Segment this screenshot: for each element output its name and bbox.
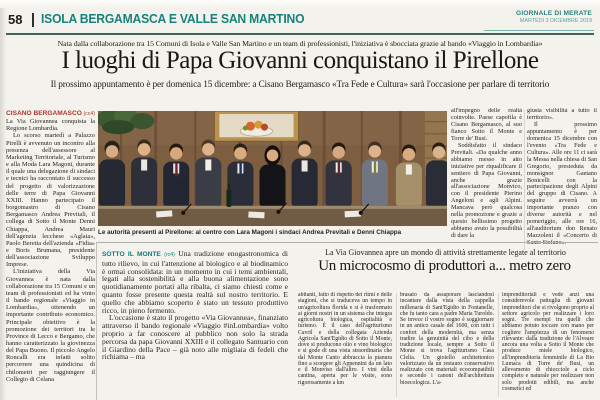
lead-column-2: [451, 108, 522, 255]
dateline-sotto-il-monte: SOTTO IL MONTE: [102, 251, 161, 258]
second-intro-column: [102, 250, 288, 399]
header-divider: [32, 13, 34, 27]
lead-paragraph: L'iniziativa della Via Giovannea è nata dalla collaborazione tra 15 Comuni e un team di professionisti ed ha vinto il bando regionale «Viaggio in Lombardia», ottenendo un importante contributo economico. Principale obiettivo è la promozione dei territori tra le Province di Lecco e Bergamo, che hanno caratterizzato la giovinezza del Papa Buono. Il piccolo Angelo Roncalli era infatti solito percorrere una quindicina di chilometri per raggiungere il Collegio di Celana: [6, 268, 95, 383]
lead-paragraph: Il prossimo appuntamento è per domenica 15 dicembre con l'evento «Tra Fede e Cultura». Alle ore 11 ci sarà la Messa nella chiesa di San Gregorio, presieduta da monsignor Gaetano Bonicelli con la partecipazione degli Alpini del gruppo di Cisano. A seguire avverrà un importante pranzo con diverse autorità e nel pomeriggio, alle ore 16, all'auditorium don Renato Mazzoleni il «Concerto di Santo Stefano».: [527, 120, 597, 247]
second-paragraph: Una tradizione enogastronomica di tutto rilievo, in cui l'attenzione al biologico e al biodinamico è ormai consolidata: in un momento in cui i temi ambientali, legati alla sostenibilità e alla buona alimentazione sono quotidianamente portati alla ribalta, ci siamo chiesti come e quanto fosse presente questa realtà sul nostro territorio. E quello che abbiamo scoperto è stato un tessuto produttivo ricco, in pieno fermento.: [102, 250, 288, 315]
second-intro: [102, 250, 288, 314]
header-rule: [6, 33, 594, 35]
dateline-code: (cc4): [83, 111, 95, 117]
second-column-4: [502, 292, 594, 399]
photo-caption: Le autorità presenti al Pirellone: al centro con Lara Magoni i sindaci Andrea Previtali e Denni Chiappa: [98, 229, 402, 236]
section-title: ISOLA BERGAMASCA E VALLE SAN MARTINO: [41, 12, 305, 26]
column-divider: [498, 293, 499, 397]
second-paragraph: L'occasione è stato il progetto «Via Giovannea», finanziato attraverso il bando regionale «Viaggio #inLombardia» volto proprio a far conoscere al pubblico non solo la strada percorsa da papa Giovanni XXIII e il collegato Santuario con il Giardino della Pace – già noto alle migliaia di fedeli che richiama – ma: [102, 313, 288, 362]
lead-kicker: Nata dalla collaborazione tra 15 Comuni di Isola e Valle San Martino e un team di professionisti, l'iniziativa è sbocciata grazie al bando «Viaggio in Lombardia»: [57, 39, 543, 48]
masthead: [516, 10, 592, 24]
lead-deck: Il prossimo appuntamento è per domenica 15 dicembre: a Cisano Bergamasco «Tra Fede e Cultura» sarà l'occasione per parlare di territorio: [50, 80, 550, 90]
dateline-code: (rc4): [164, 252, 175, 258]
masthead-name: GIORNALE DI MERATE: [515, 10, 592, 17]
column-divider: [396, 293, 397, 397]
masthead-date: MARTEDÌ 3 DICEMBRE 2019: [519, 18, 592, 24]
lead-paragraph: all'impegno delle realtà coinvolte. Paese capofila è Cisano Bergamasco, al suo fianco Sotto il Monte e Torre de' Busi.: [451, 108, 522, 142]
lead-paragraph: giusta visibilità a tutto il territorio».: [527, 108, 597, 121]
photo-pirellone-delegation: [98, 111, 447, 226]
second-paragraph: imprenditoriali e vede anzi una considerevole pattuglia di giovani imprenditori che si rivolgono proprio al settore agricolo per realizzare i loro sogni. Tre esempi tra quelli che abbiamo potuto toccare con mano per cogliere l'ampiezza di un fenomeno rilevante: dalla tradizione de l'Alveare ancora una volta a Sotto il Monte che produce miele biologico, all'imprenditoria femminile di La Bio Lumaca di Torre de' Busi, un allevamento di chiocciole a ciclo completo e naturale per realizzare non solo prodotti edibili, ma anche cosmetici ed: [502, 292, 594, 392]
column-divider: [524, 110, 525, 250]
second-paragraph: abitanti, fatto di rispetto dei ritmi e delle stagioni, che si traduceva un tempo in un'agricoltura florida e si è trasformato ai giorni nostri in un sistema che integra agricoltura biologica, ospitalità e turismo. È il caso dell'agriturismo Cavril e della collegata Azienda Agricola Sant'Egidio di Sotto il Monte, dove si producono olio e vino biologico e si gode di una vista straordinaria che dal Monte Canto abbraccia la pianura fino a scorgere gli Appennini da un lato e il Monviso dall'altro. I vini della cantina, aperta per le visite, sono rigorosamente a km: [298, 292, 392, 386]
lead-column-3: [527, 108, 597, 255]
page-number: 58: [8, 12, 23, 27]
lead-paragraph: Soddisfatto il sindaco Previtali. «Da qualche anno abbiamo messo in atto iniziative per riqualificare il sentiero di Papa Giovanni, anche grazie all'associazione Monvico, con il presidente Pierino Angeloni e agli Alpini. Mancava però qualcosa nella promozione e grazie a questo bellissimo progetto abbiamo avuto la possibilità di dare la: [451, 141, 522, 240]
second-column-3: [400, 292, 494, 399]
lead-paragraph: La Via Giovannea conquista la Regione Lombardia.: [6, 118, 95, 133]
lead-headline: I luoghi di Papa Giovanni conquistano il Pirellone: [61, 47, 539, 74]
second-column-2: [298, 292, 392, 399]
second-article: [96, 242, 598, 400]
second-kicker: La Via Giovannea apre un mondo di attività strettamente legate al territorio: [325, 248, 566, 257]
lead-dateline: [6, 110, 95, 118]
dateline-cisano-bergamasco: CISANO BERGAMASCO: [6, 110, 82, 117]
masthead-rule: [484, 30, 594, 31]
lead-column-1: [6, 110, 95, 400]
photo-illustration: [98, 111, 447, 226]
lead-paragraph: Lo scorso martedì a Palazzo Pirelli è avvenuto un incontro alla presenza dell'assessore al Marketing Territoriale, al Turismo e alla Moda Lara Magoni, durante il quale una delegazione di sindaci e tecnici ha raccontato il successo del progetto di valorizzazione delle terre di Papa Giovanni XXIII. Hanno partecipato il borgomastro di Cisano Bergamasco Andrea Previtali, il collega di Sotto il Monte Denni Chiappa, Andrea Mauri dell'agenzia lecchese «Aglaia», Paolo Beretta dell'azienda «Fidia» e Boris Brumana, presidente dell'associazione Sviluppo Imprese.: [6, 132, 95, 269]
second-paragraph: brasato da assaporare lasciandosi incantare dalla vista della cappella millenaria di Sant'Egidio in Fontanelle, che fu tanto cara a padre Maria Turoldo. Se invece il vostro sogno è soggiornare in un antico casale del 1600, con tutti i confort della modernità, ma senza tradire la genuinità del cibo e della tradizione locale, sempre a Sotto il Monte si trova l'agriturismo Casa Clelia. Un gioiello architettonico valorizzato da un restauro conservativo realizzato con materiali ecocompatibili e secondo i canoni dell'architettura bioecologica. L'a-: [400, 292, 494, 386]
second-headline: Un microcosmo di produttori a... metro zero: [318, 258, 571, 274]
scan-top-artifact: [0, 0, 600, 8]
painting: [214, 111, 298, 141]
